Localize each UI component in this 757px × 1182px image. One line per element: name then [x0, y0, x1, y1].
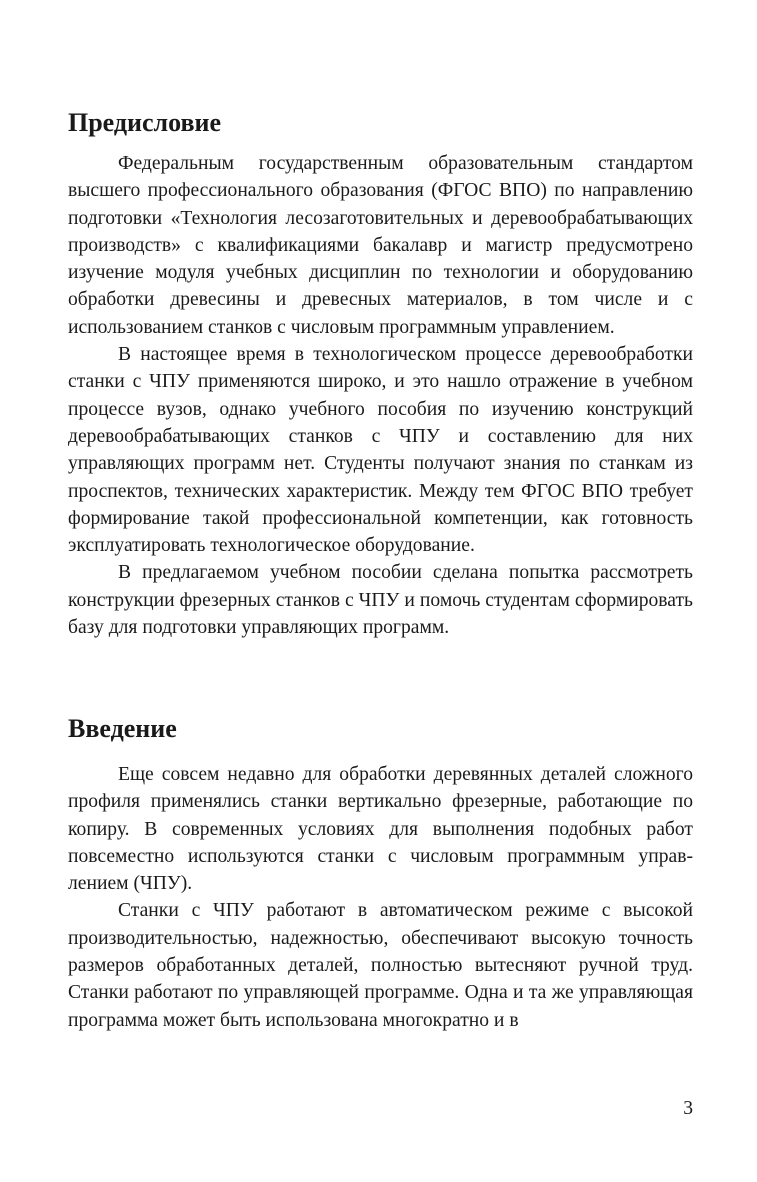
- paragraph: Федеральным государственным образовательным стандартом высшего профессионального образования (ФГОС ВПО) по направлению подготовки «Технология лесозаготовительных и деревообрабатывающих производств» с квалификациями бакалавр и магистр предусмотрено изучение модуля учебных дисциплин по технологии и оборудованию обработки древесины и древесных материалов, в том числе и с использованием станков с числовым программным управлением.: [68, 153, 693, 338]
- document-page: [68, 0, 693, 1182]
- paragraph: Станки с ЧПУ работают в автоматическом режиме с высокой производительностью, надежностью, обеспечивают высокую точность размеров обработанных деталей, полностью вытесняют ручной труд. Станки работают по управляющей программе. Одна и та же управляющая программа может быть использована многократно и в: [68, 900, 693, 1031]
- paragraph: В настоящее время в технологическом процессе деревообработки станки с ЧПУ применяются широко, и это нашло отражение в учебном процессе вузов, однако учебного пособия по изучению конструкций деревообрабатывающих станков с ЧПУ и составлению для них управляющих программ нет. Студенты получают знания по станкам из проспектов, технических характеристик. Между тем ФГОС ВПО требует формирование такой профессиональной компетенции, как готовность эксплуатировать технологическое оборудование.: [68, 344, 693, 557]
- section-heading-preface: Предисловие: [68, 108, 222, 137]
- page-number: 3: [683, 1098, 693, 1119]
- section-body-preface: [68, 150, 693, 641]
- section-body-introduction: [68, 761, 693, 1034]
- paragraph: В предлагаемом учебном пособии сделана попытка рассмотреть конструкции фрезерных станков с ЧПУ и помочь студентам сформировать базу для подготовки управляющих программ.: [68, 562, 693, 639]
- paragraph: Еще совсем недавно для обработки деревянных деталей сложного профиля применялись станки вертикально фрезерные, работающие по копиру. В современных условиях для выполнения подобных работ повсеместно используются станки с числовым программным управлением (ЧПУ).: [68, 764, 693, 895]
- section-heading-introduction: Введение: [68, 714, 177, 743]
